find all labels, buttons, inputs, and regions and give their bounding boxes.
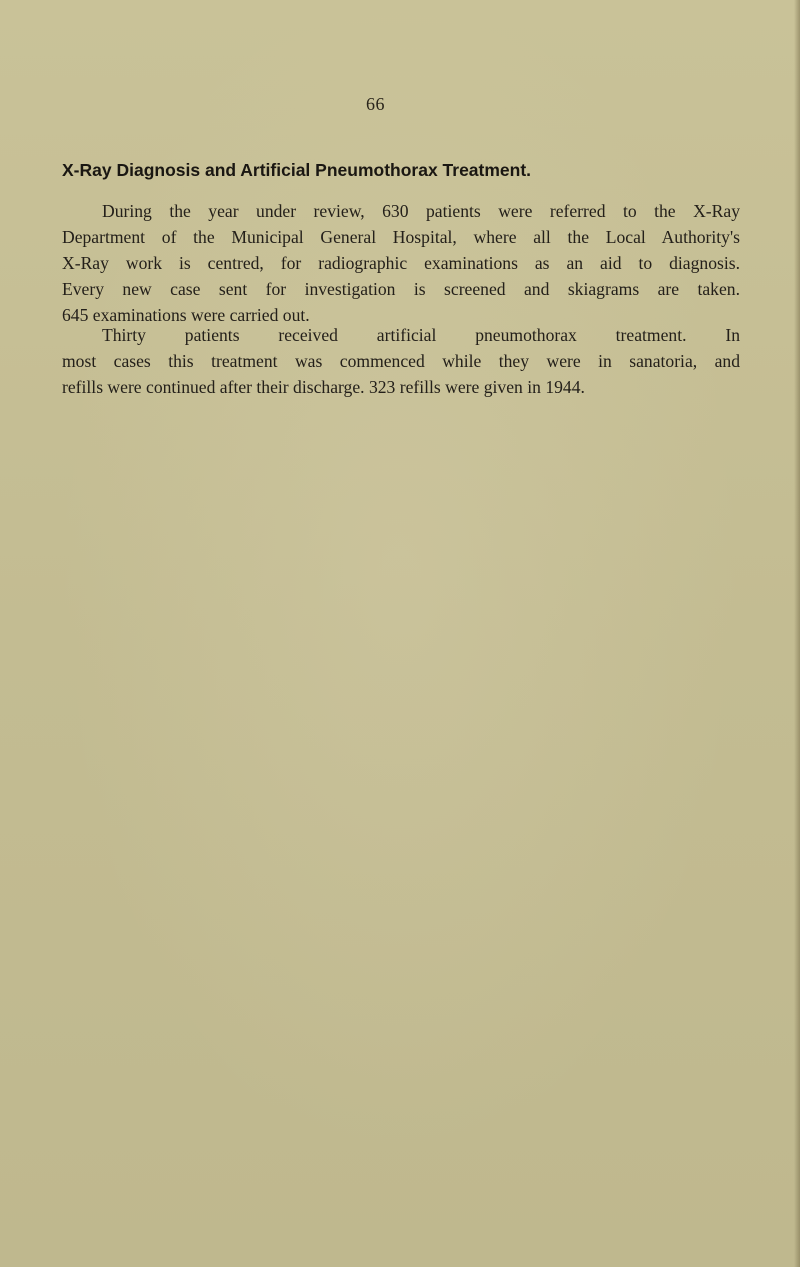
paragraph-line: X-Ray work is centred, for radiographic examinations as an aid to diagnosis. — [62, 253, 740, 273]
paragraph-line: Thirty patients received artificial pneumothorax treatment. In — [102, 325, 740, 345]
section-heading: X-Ray Diagnosis and Artificial Pneumothorax Treatment. — [62, 160, 532, 180]
page-number: 66 — [366, 94, 385, 114]
paragraph-line: Department of the Municipal General Hospital, where all the Local Authority's — [62, 227, 740, 247]
paragraph-pneumothorax-treatment — [62, 322, 740, 400]
paragraph-line: most cases this treatment was commenced while they were in sanatoria, and — [62, 351, 740, 371]
page-edge-shadow — [794, 0, 800, 1267]
paragraph-line: Every new case sent for investigation is screened and skiagrams are taken. — [62, 279, 740, 299]
paragraph-line: During the year under review, 630 patients were referred to the X-Ray — [102, 201, 740, 221]
paragraph-line: refills were continued after their discharge. 323 refills were given in 1944. — [62, 377, 585, 397]
paragraph-xray-referrals — [62, 198, 740, 328]
paragraph-line: 645 examinations were carried out. — [62, 305, 310, 325]
